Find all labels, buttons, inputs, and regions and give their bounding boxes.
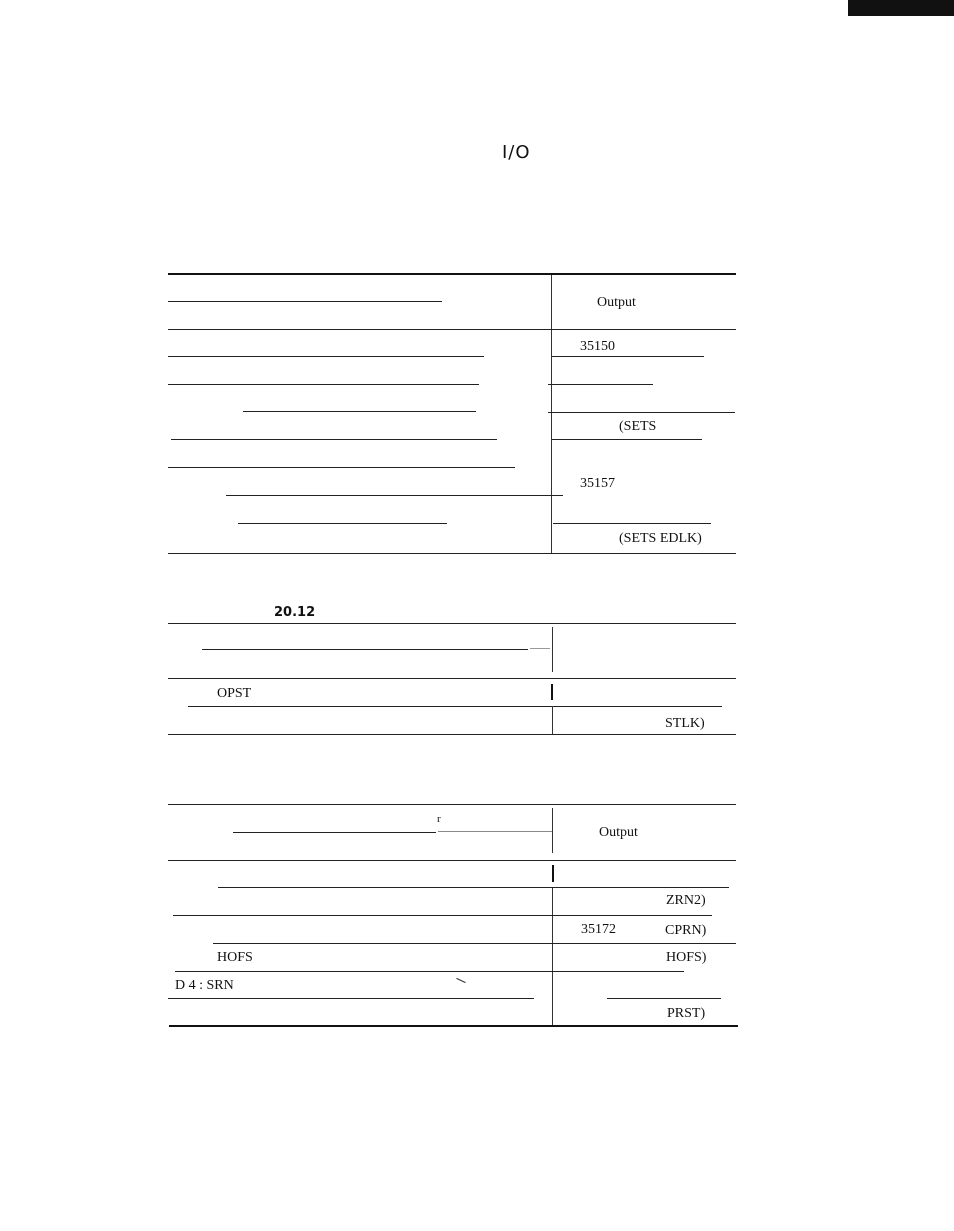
- table-1-rule: [553, 523, 711, 524]
- table-2-rule: [552, 706, 722, 707]
- table-1-header-rule: [168, 329, 736, 330]
- table-2-rule: [202, 649, 528, 650]
- table-3-column-divider: [552, 808, 553, 853]
- section-number: 20.12: [274, 605, 316, 620]
- table-3-top-rule: [168, 804, 736, 805]
- table-3-rule: [168, 998, 534, 999]
- table-1-bottom-rule: [168, 553, 736, 554]
- table-2-column-divider: [551, 684, 553, 700]
- table-3-cell: HOFS): [666, 950, 707, 965]
- table-1-rule: [552, 439, 702, 440]
- table-3-rule: [552, 887, 729, 888]
- table-2-top-rule: [168, 623, 736, 624]
- table-1-rule: [168, 301, 442, 302]
- table-1-top-rule: [168, 273, 736, 275]
- table-3-rule: [173, 915, 552, 916]
- table-1-rule: [548, 384, 653, 385]
- table-3-cell: PRST): [667, 1006, 706, 1021]
- table-3-rule: [438, 831, 552, 832]
- table-3-bottom-rule: [169, 1025, 738, 1027]
- table-3-column-divider: [552, 865, 554, 882]
- table-2-cell: STLK): [665, 716, 705, 731]
- table-3-column-divider: [552, 888, 553, 1026]
- table-3-rule: [175, 971, 552, 972]
- table-2-rule: [530, 648, 550, 649]
- table-3-rule: [233, 832, 436, 833]
- table-1-cell: 35150: [580, 339, 615, 354]
- table-2-column-divider: [552, 706, 553, 734]
- table-1-cell: (SETS: [619, 419, 657, 434]
- table-3-cell: HOFS: [217, 950, 253, 965]
- table-3-rule: [218, 887, 552, 888]
- table-2-header-rule: [168, 678, 736, 679]
- io-heading: I/O: [502, 142, 531, 163]
- table-3-rule: [607, 998, 721, 999]
- table-1-rule: [548, 412, 735, 413]
- table-2-cell: OPST: [217, 686, 252, 701]
- table-3-header-rule: [168, 860, 736, 861]
- table-3-rule: [213, 943, 552, 944]
- table-1-rule: [552, 356, 704, 357]
- table-1-cell: (SETS EDLK): [619, 531, 702, 546]
- table-1-rule: [243, 411, 476, 412]
- table-1-cell: 35157: [580, 476, 615, 491]
- table-3-cell: D 4 : SRN: [175, 978, 234, 993]
- table-2-rule: [188, 706, 552, 707]
- table-3-rule: [552, 943, 736, 944]
- table-1-header-output: Output: [597, 295, 636, 310]
- table-3-header-marker: r: [437, 813, 441, 825]
- table-3-header-output: Output: [599, 825, 638, 840]
- table-2-bottom-rule: [168, 734, 736, 735]
- table-3-cell: 35172: [581, 922, 616, 937]
- tick-mark: [456, 978, 465, 983]
- table-1-rule: [226, 495, 563, 496]
- table-1-rule: [168, 384, 479, 385]
- table-1-rule: [168, 467, 515, 468]
- table-3-rule: [552, 915, 712, 916]
- table-3-cell: ZRN2): [666, 893, 706, 908]
- table-3-rule: [552, 971, 684, 972]
- table-1-rule: [238, 523, 447, 524]
- table-2-column-divider: [552, 627, 553, 672]
- corner-black-bar: [848, 0, 954, 16]
- table-1-rule: [171, 439, 497, 440]
- table-3-cell: CPRN): [665, 923, 707, 938]
- table-1-column-divider: [551, 275, 552, 554]
- table-1-rule: [168, 356, 484, 357]
